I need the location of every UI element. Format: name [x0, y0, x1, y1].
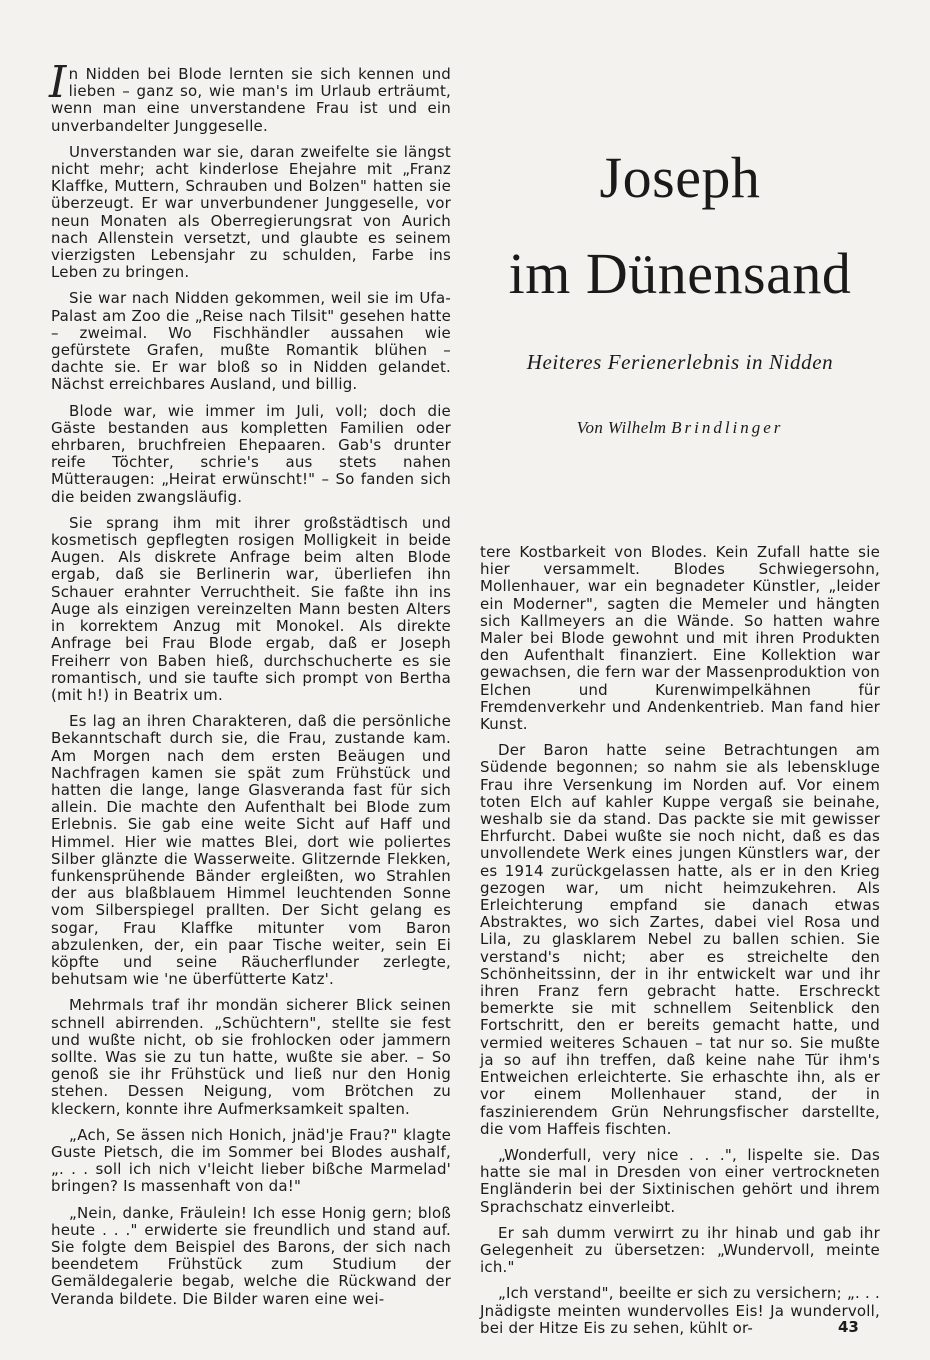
opening-paragraph	[49, 57, 451, 135]
author-byline	[480, 418, 880, 438]
article-title	[480, 130, 880, 322]
paragraph: Mehrmals traf ihr mondän sicherer Blick seinen schnell abirrenden. „Schüchtern", stellte sie fest und wußte nicht, ob sie frohlocken oder jammern sollte. Was sie zu tun hatte, wußte sie aber. – So genoß sie ihr Frühstück und ließ nur den Honig stehen. Dessen Neigung, vom Brötchen zu kleckern, konnte ihre Aufmerksamkeit spalten.	[51, 996, 451, 1118]
title-line-2: im Dünensand	[508, 241, 852, 306]
paragraph: „Wonderfull, very nice . . .", lispelte sie. Das hatte sie mal in Dresden von einer vertrockneten Engländerin bei der Sixtinischen gehört und ihrem Sprachschatz einverleibt.	[480, 1145, 880, 1216]
title-line-1: Joseph	[599, 145, 761, 210]
paragraph-text: n Nidden bei Blode lernten sie sich kennen und lieben – ganz so, wie man's im Urlaub erträumt, wenn man eine unverstandene Frau ist und ein unverbandelter Junggeselle.	[51, 65, 451, 135]
left-text-column	[49, 57, 451, 1317]
byline-prefix: Von	[576, 418, 604, 437]
paragraph: „Ich verstand", beeilte er sich zu versichern; „. . . Jnädigste meinten wundervolles Eis! Ja wundervoll, bei der Hitze Eis zu sehen, kühlt or-	[480, 1284, 880, 1337]
continued-paragraph: tere Kostbarkeit von Blodes. Kein Zufall hatte sie hier versammelt. Blodes Schwiegersohn, Mollenhauer, war ein begnadeter Künstler, „leider ein Moderner", sagten die Memeler und hängten sich Kallmeyers an die Wände. So hatten wahre Maler bei Blode gewohnt und mit ihren Produkten den Aufenthalt finanziert. Eine Kollektion war gewachsen, die fern war der Massenproduktion von Elchen und Kurenwimpelkähnen für Fremdenverkehr und Andenkentrieb. Man fand hier Kunst.	[480, 543, 880, 734]
paragraph: Blode war, wie immer im Juli, voll; doch die Gäste bestanden aus kompletten Familien oder ehrbaren, bruchfreien Ehepaaren. Gab's drunter reife Töchter, schrie's aus stets nahen Mütteraugen: „Heirat erwünscht!" – So fanden sich die beiden zwangsläufig.	[51, 401, 451, 506]
author-first-name: Wilhelm	[607, 418, 667, 437]
paragraph: Unverstanden war sie, daran zweifelte sie längst nicht mehr; acht kinderlose Ehejahre mit „Franz Klaffke, Muttern, Schrauben und Bolzen" hatten sie überzeugt. Er war unverbundener Junggeselle, vor neun Monaten als Oberregierungsrat von Aurich nach Allenstein versetzt, und glaubte es seinem vierzigsten Lebensjahr zu schulden, Farbe ins Leben zu bringen.	[51, 142, 451, 282]
author-last-name: Brindlinger	[671, 418, 784, 437]
right-text-column	[480, 544, 880, 1346]
paragraph: „Ach, Se ässen nich Honich, jnäd'je Frau?" klagte Guste Pietsch, die im Sommer bei Blodes aushalf, „. . . soll ich nich v'leicht lieber bißche Marmelad' bringen? Is massenhaft von da!"	[51, 1125, 451, 1196]
paragraph: Sie war nach Nidden gekommen, weil sie im Ufa-Palast am Zoo die „Reise nach Tilsit" gesehen hatte – zweimal. Wo Fischhändler aussahen wie gefürstete Grafen, mußte Romantik blühen – dachte sie. Er war bloß so in Nidden gelandet. Nächst erreichbares Ausland, und billig.	[51, 289, 451, 394]
paragraph: Sie sprang ihm mit ihrer großstädtisch und kosmetisch gepflegten rosigen Molligkeit in beide Augen. Als diskrete Anfrage beim alten Blode ergab, daß sie Berlinerin war, überliefen ihn Schauer erahnter Verruchtheit. Sie faßte ihn ins Auge als einzigen vereinzelten Mann besten Alters in korrektem Anzug mit Monokel. Als direkte Anfrage bei Frau Blode ergab, daß er Joseph Freiherr von Baben hieß, durchschucherte es sie romantisch, und sie taufte sich prompt von Bertha (mit h!) in Beatrix um.	[51, 513, 451, 704]
paragraph: Der Baron hatte seine Betrachtungen am Südende begonnen; so nahm sie als lebenskluge Frau ihre Versenkung im Norden auf. Vor einem toten Elch auf kahler Kuppe vergaß sie beinahe, weshalb sie da stand. Das packte sie mit gewisser Ehrfurcht. Dabei wußte sie noch nicht, daß es das unvollendete Werk eines jungen Künstlers war, der es 1914 zurückgelassen hatte, als er in den Krieg gezogen war, um nicht heimzukehren. Als Erleichterung empfand sie danach etwas Abstraktes, wo sich Zartes, dabei viel Rosa und Lila, zu glasklarem Nebel zu ballen schien. Sie verstand's nicht; aber es streichelte den Schönheitssinn, der in ihr entwickelt war und ihr ihren Franz fern gebracht hatte. Erschreckt bemerkte sie mit schnellem Seitenblick den Fortschritt, den er bereits gemacht hatte, und vermied weiteres Schauen – tat nur so. Sie mußte ja so auf ihn treffen, daß keine nahe Tür ihm's Entweichen erleichterte. Sie erhaschte ihn, als er vor einem Mollenhauer stand, der in faszinierendem Grün Nehrungsfischer darstellte, die vom Haffeis fischten.	[480, 741, 880, 1138]
article-subtitle: Heiteres Ferienerlebnis in Nidden	[526, 350, 834, 374]
paragraph: Er sah dumm verwirrt zu ihr hinab und gab ihr Gelegenheit zu übersetzen: „Wundervoll, meinte ich."	[480, 1223, 880, 1277]
paragraph: Es lag an ihren Charakteren, daß die persönliche Bekanntschaft durch sie, die Frau, zustande kam. Am Morgen nach dem ersten Beäugen und Nachfragen kamen sie spät zum Frühstück und hatten die lange, lange Glasveranda fast für sich allein. Die machte den Aufenthalt bei Blode zum Erlebnis. Sie gab eine weite Sicht auf Haff und Himmel. Hier wie mattes Blei, dort wie poliertes Silber glänzte die Wasserweite. Glitzernde Flekken, funkensprühende Bänder ergleißten, wo Strahlen der aus blaßblauem Himmel leuchtenden Sonne vom Silberspiegel prallten. Der Sicht gelang es sogar, Frau Klaffke mitunter vom Baron abzulenken, der, ein paar Tische weiter, sein Ei köpfte und seine Räucherflunder zerlegte, behutsam wie 'ne überfütterte Katz'.	[51, 712, 451, 989]
paragraph: „Nein, danke, Fräulein! Ich esse Honig gern; bloß heute . . ." erwiderte sie freundlich und stand auf. Sie folgte dem Beispiel des Barons, der sich nach beendetem Frühstück zum Studium der Gemäldegalerie begab, welche die Rückwand der Veranda bildete. Die Bilder waren eine wei-	[51, 1203, 451, 1308]
drop-cap: I	[49, 57, 67, 108]
page-number: 43	[838, 1318, 859, 1336]
